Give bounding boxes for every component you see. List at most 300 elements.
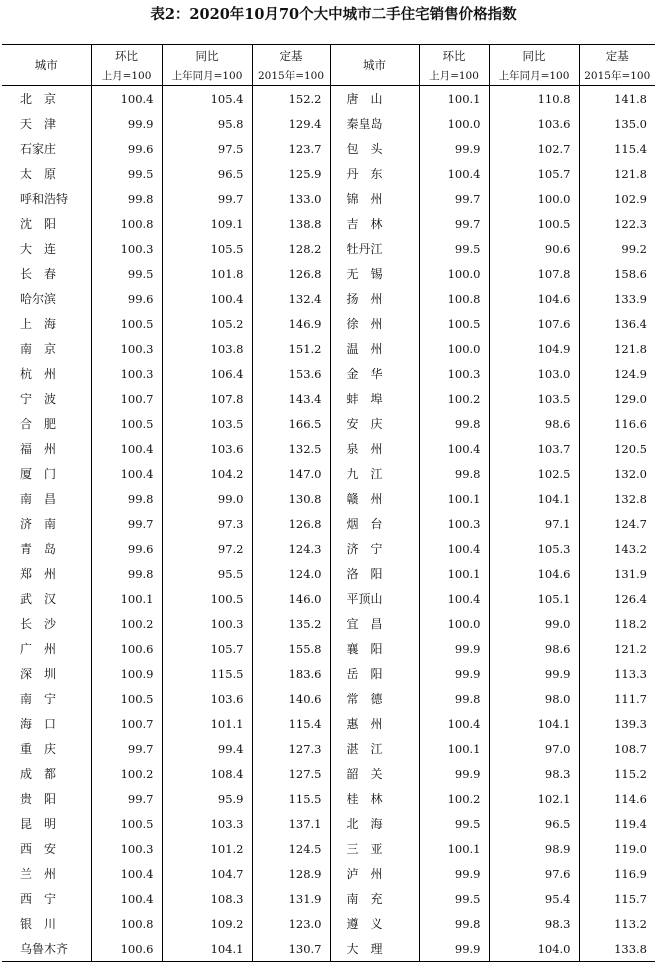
fixed-value-right: 111.7 (579, 686, 655, 711)
fixed-value-right: 122.3 (579, 211, 655, 236)
fixed-value-right: 133.8 (579, 936, 655, 962)
table-row (2, 936, 655, 962)
fixed-value-left: 140.6 (252, 686, 330, 711)
mom-value-left: 100.4 (91, 86, 162, 112)
yoy-value-right: 98.9 (489, 836, 579, 861)
city-name-left: 乌鲁木齐 (2, 936, 91, 962)
yoy-value-right: 98.6 (489, 411, 579, 436)
fixed-value-left: 127.5 (252, 761, 330, 786)
mom-value-left: 99.8 (91, 561, 162, 586)
yoy-value-right: 98.0 (489, 686, 579, 711)
table-row (2, 886, 655, 911)
yoy-value-right: 105.7 (489, 161, 579, 186)
fixed-value-left: 155.8 (252, 636, 330, 661)
mom-value-right: 99.5 (419, 886, 489, 911)
mom-value-right: 99.5 (419, 811, 489, 836)
table-title: 表2：2020年10月70个大中城市二手住宅销售价格指数 (150, 6, 517, 23)
table-row (2, 811, 655, 836)
city-name-left: 银 川 (20, 917, 57, 931)
city-name-left: 上 海 (20, 317, 57, 331)
table-row (2, 586, 655, 611)
city-name-left: 厦 门 (20, 467, 57, 481)
yoy-value-left: 95.5 (162, 561, 252, 586)
yoy-value-left: 104.1 (162, 936, 252, 962)
mom-value-right: 100.2 (419, 386, 489, 411)
table-row (2, 836, 655, 861)
fixed-value-left: 126.8 (252, 261, 330, 286)
yoy-value-left: 103.6 (162, 436, 252, 461)
yoy-value-right: 110.8 (489, 86, 579, 112)
yoy-value-right: 107.8 (489, 261, 579, 286)
mom-value-left: 99.6 (91, 536, 162, 561)
mom-value-left: 100.4 (91, 886, 162, 911)
fixed-value-right: 132.0 (579, 461, 655, 486)
table-row (2, 461, 655, 486)
table-row (2, 361, 655, 386)
city-name-right: 大 理 (330, 936, 419, 962)
yoy-value-left: 104.7 (162, 861, 252, 886)
city-name-right: 温 州 (330, 336, 419, 361)
mom-header-left: 环比 (91, 45, 162, 67)
city-name-left: 太 原 (20, 167, 57, 181)
yoy-value-right: 98.6 (489, 636, 579, 661)
table-row (2, 736, 655, 761)
yoy-value-left: 100.3 (162, 611, 252, 636)
mom-value-left: 100.4 (91, 861, 162, 886)
mom-value-right: 100.4 (419, 536, 489, 561)
fixed-value-left: 183.6 (252, 661, 330, 686)
mom-value-left: 99.6 (91, 136, 162, 161)
mom-value-left: 99.7 (91, 736, 162, 761)
fixed-value-left: 132.4 (252, 286, 330, 311)
table-row (2, 261, 655, 286)
table-row (2, 161, 655, 186)
yoy-value-right: 97.6 (489, 861, 579, 886)
city-name-right: 九 江 (330, 461, 419, 486)
table-row (2, 311, 655, 336)
fixed-value-right: 119.0 (579, 836, 655, 861)
mom-value-right: 100.5 (419, 311, 489, 336)
yoy-value-right: 103.0 (489, 361, 579, 386)
fixed-value-left: 130.7 (252, 936, 330, 962)
fixed-value-right: 116.9 (579, 861, 655, 886)
city-name-right: 常 德 (330, 686, 419, 711)
yoy-value-right: 96.5 (489, 811, 579, 836)
table-row (2, 661, 655, 686)
city-name-right: 南 充 (330, 886, 419, 911)
mom-value-right: 100.0 (419, 111, 489, 136)
yoy-value-right: 103.5 (489, 386, 579, 411)
mom-value-right: 100.8 (419, 286, 489, 311)
fixed-value-right: 118.2 (579, 611, 655, 636)
table-row (2, 436, 655, 461)
city-name-left: 海 口 (20, 717, 57, 731)
city-name-right: 泸 州 (330, 861, 419, 886)
yoy-value-right: 97.0 (489, 736, 579, 761)
fixed-header-right: 定基 (579, 45, 655, 67)
fixed-value-right: 135.0 (579, 111, 655, 136)
mom-value-left: 100.2 (91, 761, 162, 786)
mom-value-right: 99.8 (419, 461, 489, 486)
yoy-value-left: 103.3 (162, 811, 252, 836)
yoy-value-left: 95.9 (162, 786, 252, 811)
city-name-left: 昆 明 (20, 817, 57, 831)
fixed-value-right: 121.8 (579, 161, 655, 186)
table-row (2, 711, 655, 736)
fixed-value-left: 153.6 (252, 361, 330, 386)
yoy-value-left: 100.4 (162, 286, 252, 311)
mom-value-left: 99.8 (91, 486, 162, 511)
city-name-right: 韶 关 (330, 761, 419, 786)
mom-value-left: 100.1 (91, 586, 162, 611)
fixed-value-left: 124.0 (252, 561, 330, 586)
table-row (2, 636, 655, 661)
yoy-base-left: 上年同月=100 (162, 66, 252, 86)
fixed-value-right: 113.2 (579, 911, 655, 936)
yoy-value-right: 104.6 (489, 286, 579, 311)
city-name-right: 湛 江 (330, 736, 419, 761)
fixed-value-right: 120.5 (579, 436, 655, 461)
yoy-value-left: 96.5 (162, 161, 252, 186)
fixed-value-left: 126.8 (252, 511, 330, 536)
yoy-value-left: 104.2 (162, 461, 252, 486)
fixed-value-left: 138.8 (252, 211, 330, 236)
mom-value-right: 99.9 (419, 636, 489, 661)
fixed-value-right: 132.8 (579, 486, 655, 511)
yoy-value-right: 99.0 (489, 611, 579, 636)
city-name-right: 丹 东 (330, 161, 419, 186)
mom-value-left: 100.4 (91, 461, 162, 486)
mom-value-right: 100.3 (419, 511, 489, 536)
fixed-value-right: 121.2 (579, 636, 655, 661)
fixed-value-left: 151.2 (252, 336, 330, 361)
yoy-header-left: 同比 (162, 45, 252, 67)
yoy-value-left: 97.2 (162, 536, 252, 561)
city-name-right: 安 庆 (330, 411, 419, 436)
mom-value-left: 100.8 (91, 911, 162, 936)
mom-value-right: 100.1 (419, 561, 489, 586)
yoy-value-left: 109.2 (162, 911, 252, 936)
mom-value-right: 99.9 (419, 136, 489, 161)
fixed-value-left: 146.0 (252, 586, 330, 611)
mom-value-left: 99.5 (91, 161, 162, 186)
table-body (2, 86, 655, 962)
city-name-right: 泉 州 (330, 436, 419, 461)
mom-value-right: 100.4 (419, 436, 489, 461)
city-name-right: 烟 台 (330, 511, 419, 536)
city-name-left: 长 春 (20, 267, 57, 281)
mom-value-right: 100.1 (419, 86, 489, 112)
fixed-value-left: 130.8 (252, 486, 330, 511)
yoy-value-left: 100.5 (162, 586, 252, 611)
city-name-right: 赣 州 (330, 486, 419, 511)
fixed-value-left: 133.0 (252, 186, 330, 211)
fixed-value-left: 124.5 (252, 836, 330, 861)
yoy-value-right: 102.7 (489, 136, 579, 161)
city-name-right: 北 海 (330, 811, 419, 836)
fixed-value-right: 129.0 (579, 386, 655, 411)
fixed-value-right: 158.6 (579, 261, 655, 286)
city-name-right: 桂 林 (330, 786, 419, 811)
yoy-value-right: 104.0 (489, 936, 579, 962)
city-name-right: 吉 林 (330, 211, 419, 236)
yoy-value-right: 98.3 (489, 911, 579, 936)
yoy-value-right: 98.3 (489, 761, 579, 786)
city-name-right: 襄 阳 (330, 636, 419, 661)
fixed-value-left: 131.9 (252, 886, 330, 911)
fixed-base-left: 2015年=100 (252, 66, 330, 86)
fixed-value-right: 114.6 (579, 786, 655, 811)
city-name-left: 成 都 (20, 767, 57, 781)
table-row (2, 611, 655, 636)
mom-value-right: 100.1 (419, 486, 489, 511)
table-row (2, 911, 655, 936)
mom-value-left: 100.3 (91, 336, 162, 361)
table-row (2, 336, 655, 361)
city-name-right: 济 宁 (330, 536, 419, 561)
mom-value-right: 99.7 (419, 211, 489, 236)
yoy-value-left: 105.2 (162, 311, 252, 336)
city-name-left: 西 宁 (20, 892, 57, 906)
fixed-value-right: 115.2 (579, 761, 655, 786)
yoy-value-right: 105.1 (489, 586, 579, 611)
fixed-value-right: 124.9 (579, 361, 655, 386)
table-row (2, 286, 655, 311)
city-name-right: 锦 州 (330, 186, 419, 211)
city-name-left: 宁 波 (20, 392, 57, 406)
mom-value-right: 100.4 (419, 161, 489, 186)
mom-value-left: 100.7 (91, 386, 162, 411)
yoy-value-right: 103.6 (489, 111, 579, 136)
city-name-right: 包 头 (330, 136, 419, 161)
fixed-value-left: 124.3 (252, 536, 330, 561)
mom-value-left: 100.3 (91, 836, 162, 861)
mom-value-left: 99.7 (91, 511, 162, 536)
yoy-value-left: 101.2 (162, 836, 252, 861)
header-row-2 (2, 66, 655, 86)
yoy-header-right: 同比 (489, 45, 579, 67)
yoy-value-right: 104.1 (489, 711, 579, 736)
city-name-left: 南 昌 (20, 492, 57, 506)
city-name-right: 蚌 埠 (330, 386, 419, 411)
table-row (2, 236, 655, 261)
yoy-value-left: 101.8 (162, 261, 252, 286)
mom-base-right: 上月=100 (419, 66, 489, 86)
mom-value-right: 99.5 (419, 236, 489, 261)
yoy-value-left: 99.4 (162, 736, 252, 761)
city-name-left: 呼和浩特 (20, 192, 69, 206)
yoy-value-left: 109.1 (162, 211, 252, 236)
city-header-right: 城市 (330, 45, 419, 86)
yoy-value-left: 105.7 (162, 636, 252, 661)
mom-header-right: 环比 (419, 45, 489, 67)
yoy-value-right: 105.3 (489, 536, 579, 561)
yoy-value-right: 104.6 (489, 561, 579, 586)
city-name-left: 福 州 (20, 442, 57, 456)
yoy-value-right: 99.9 (489, 661, 579, 686)
yoy-value-right: 103.7 (489, 436, 579, 461)
city-name-left: 兰 州 (20, 867, 57, 881)
mom-value-right: 99.8 (419, 911, 489, 936)
yoy-value-right: 104.9 (489, 336, 579, 361)
city-name-left: 哈尔滨 (20, 292, 57, 306)
city-name-right: 唐 山 (330, 86, 419, 112)
yoy-value-left: 107.8 (162, 386, 252, 411)
fixed-base-right: 2015年=100 (579, 66, 655, 86)
mom-value-left: 100.3 (91, 236, 162, 261)
yoy-value-left: 115.5 (162, 661, 252, 686)
fixed-value-right: 136.4 (579, 311, 655, 336)
city-name-right: 徐 州 (330, 311, 419, 336)
city-name-right: 遵 义 (330, 911, 419, 936)
fixed-value-left: 143.4 (252, 386, 330, 411)
mom-value-right: 100.4 (419, 586, 489, 611)
table-row (2, 386, 655, 411)
mom-value-left: 99.5 (91, 261, 162, 286)
yoy-value-left: 108.3 (162, 886, 252, 911)
yoy-value-left: 97.5 (162, 136, 252, 161)
fixed-value-right: 102.9 (579, 186, 655, 211)
city-name-right: 扬 州 (330, 286, 419, 311)
fixed-value-right: 115.4 (579, 136, 655, 161)
table-row (2, 211, 655, 236)
mom-value-left: 99.7 (91, 786, 162, 811)
city-name-left: 北 京 (20, 92, 57, 106)
table-row (2, 536, 655, 561)
table-row (2, 786, 655, 811)
table-row (2, 511, 655, 536)
yoy-value-left: 105.4 (162, 86, 252, 112)
mom-value-left: 99.8 (91, 186, 162, 211)
mom-value-right: 99.9 (419, 761, 489, 786)
city-name-left: 武 汉 (20, 592, 57, 606)
fixed-value-right: 133.9 (579, 286, 655, 311)
mom-value-right: 100.4 (419, 711, 489, 736)
fixed-value-left: 115.5 (252, 786, 330, 811)
fixed-value-left: 135.2 (252, 611, 330, 636)
mom-value-left: 100.2 (91, 611, 162, 636)
fixed-value-right: 113.3 (579, 661, 655, 686)
yoy-value-right: 104.1 (489, 486, 579, 511)
table-row (2, 686, 655, 711)
fixed-value-left: 123.7 (252, 136, 330, 161)
mom-value-left: 99.6 (91, 286, 162, 311)
city-name-right: 秦皇岛 (330, 111, 419, 136)
mom-value-right: 100.1 (419, 836, 489, 861)
fixed-value-left: 147.0 (252, 461, 330, 486)
city-name-left: 西 安 (20, 842, 57, 856)
fixed-value-left: 128.9 (252, 861, 330, 886)
table-row (2, 486, 655, 511)
fixed-value-left: 128.2 (252, 236, 330, 261)
fixed-value-left: 115.4 (252, 711, 330, 736)
table-row (2, 136, 655, 161)
yoy-base-right: 上年同月=100 (489, 66, 579, 86)
yoy-value-right: 90.6 (489, 236, 579, 261)
mom-value-right: 99.8 (419, 411, 489, 436)
mom-value-right: 99.9 (419, 936, 489, 962)
mom-value-right: 99.9 (419, 661, 489, 686)
yoy-value-left: 105.5 (162, 236, 252, 261)
city-name-right: 金 华 (330, 361, 419, 386)
city-name-left: 沈 阳 (20, 217, 57, 231)
table-row (2, 411, 655, 436)
yoy-value-left: 106.4 (162, 361, 252, 386)
mom-value-right: 99.9 (419, 861, 489, 886)
fixed-value-left: 152.2 (252, 86, 330, 112)
city-name-left: 杭 州 (20, 367, 57, 381)
price-index-table (2, 44, 655, 962)
header-row-1 (2, 45, 655, 67)
city-name-right: 牡丹江 (330, 236, 419, 261)
mom-value-left: 100.4 (91, 436, 162, 461)
mom-value-left: 100.5 (91, 411, 162, 436)
city-name-left: 青 岛 (20, 542, 57, 556)
mom-value-right: 100.0 (419, 611, 489, 636)
city-name-right: 洛 阳 (330, 561, 419, 586)
yoy-value-left: 103.8 (162, 336, 252, 361)
city-name-right: 平顶山 (330, 586, 419, 611)
yoy-value-right: 100.0 (489, 186, 579, 211)
fixed-value-right: 115.7 (579, 886, 655, 911)
fixed-value-left: 132.5 (252, 436, 330, 461)
mom-value-right: 99.7 (419, 186, 489, 211)
fixed-value-left: 137.1 (252, 811, 330, 836)
table-row (2, 561, 655, 586)
fixed-value-right: 119.4 (579, 811, 655, 836)
mom-value-left: 100.5 (91, 811, 162, 836)
city-name-left: 济 南 (20, 517, 57, 531)
yoy-value-left: 99.7 (162, 186, 252, 211)
fixed-value-right: 141.8 (579, 86, 655, 112)
mom-value-left: 100.8 (91, 211, 162, 236)
fixed-value-right: 139.3 (579, 711, 655, 736)
mom-value-left: 100.6 (91, 936, 162, 962)
mom-value-right: 100.0 (419, 261, 489, 286)
table-row (2, 861, 655, 886)
fixed-value-left: 123.0 (252, 911, 330, 936)
city-name-left: 南 宁 (20, 692, 57, 706)
fixed-header-left: 定基 (252, 45, 330, 67)
fixed-value-left: 127.3 (252, 736, 330, 761)
table-row (2, 186, 655, 211)
yoy-value-left: 103.5 (162, 411, 252, 436)
table-row (2, 761, 655, 786)
yoy-value-left: 97.3 (162, 511, 252, 536)
mom-value-left: 99.9 (91, 111, 162, 136)
mom-value-right: 99.8 (419, 686, 489, 711)
mom-base-left: 上月=100 (91, 66, 162, 86)
yoy-value-right: 100.5 (489, 211, 579, 236)
mom-value-right: 100.0 (419, 336, 489, 361)
mom-value-left: 100.7 (91, 711, 162, 736)
city-header-left: 城市 (2, 45, 91, 86)
fixed-value-right: 99.2 (579, 236, 655, 261)
city-name-left: 贵 阳 (20, 792, 57, 806)
table-row (2, 111, 655, 136)
city-name-left: 郑 州 (20, 567, 57, 581)
fixed-value-right: 121.8 (579, 336, 655, 361)
table-row (2, 86, 655, 112)
fixed-value-left: 146.9 (252, 311, 330, 336)
mom-value-left: 100.5 (91, 311, 162, 336)
city-name-right: 无 锡 (330, 261, 419, 286)
city-name-right: 惠 州 (330, 711, 419, 736)
city-name-right: 宜 昌 (330, 611, 419, 636)
mom-value-left: 100.6 (91, 636, 162, 661)
fixed-value-right: 108.7 (579, 736, 655, 761)
mom-value-left: 100.3 (91, 361, 162, 386)
